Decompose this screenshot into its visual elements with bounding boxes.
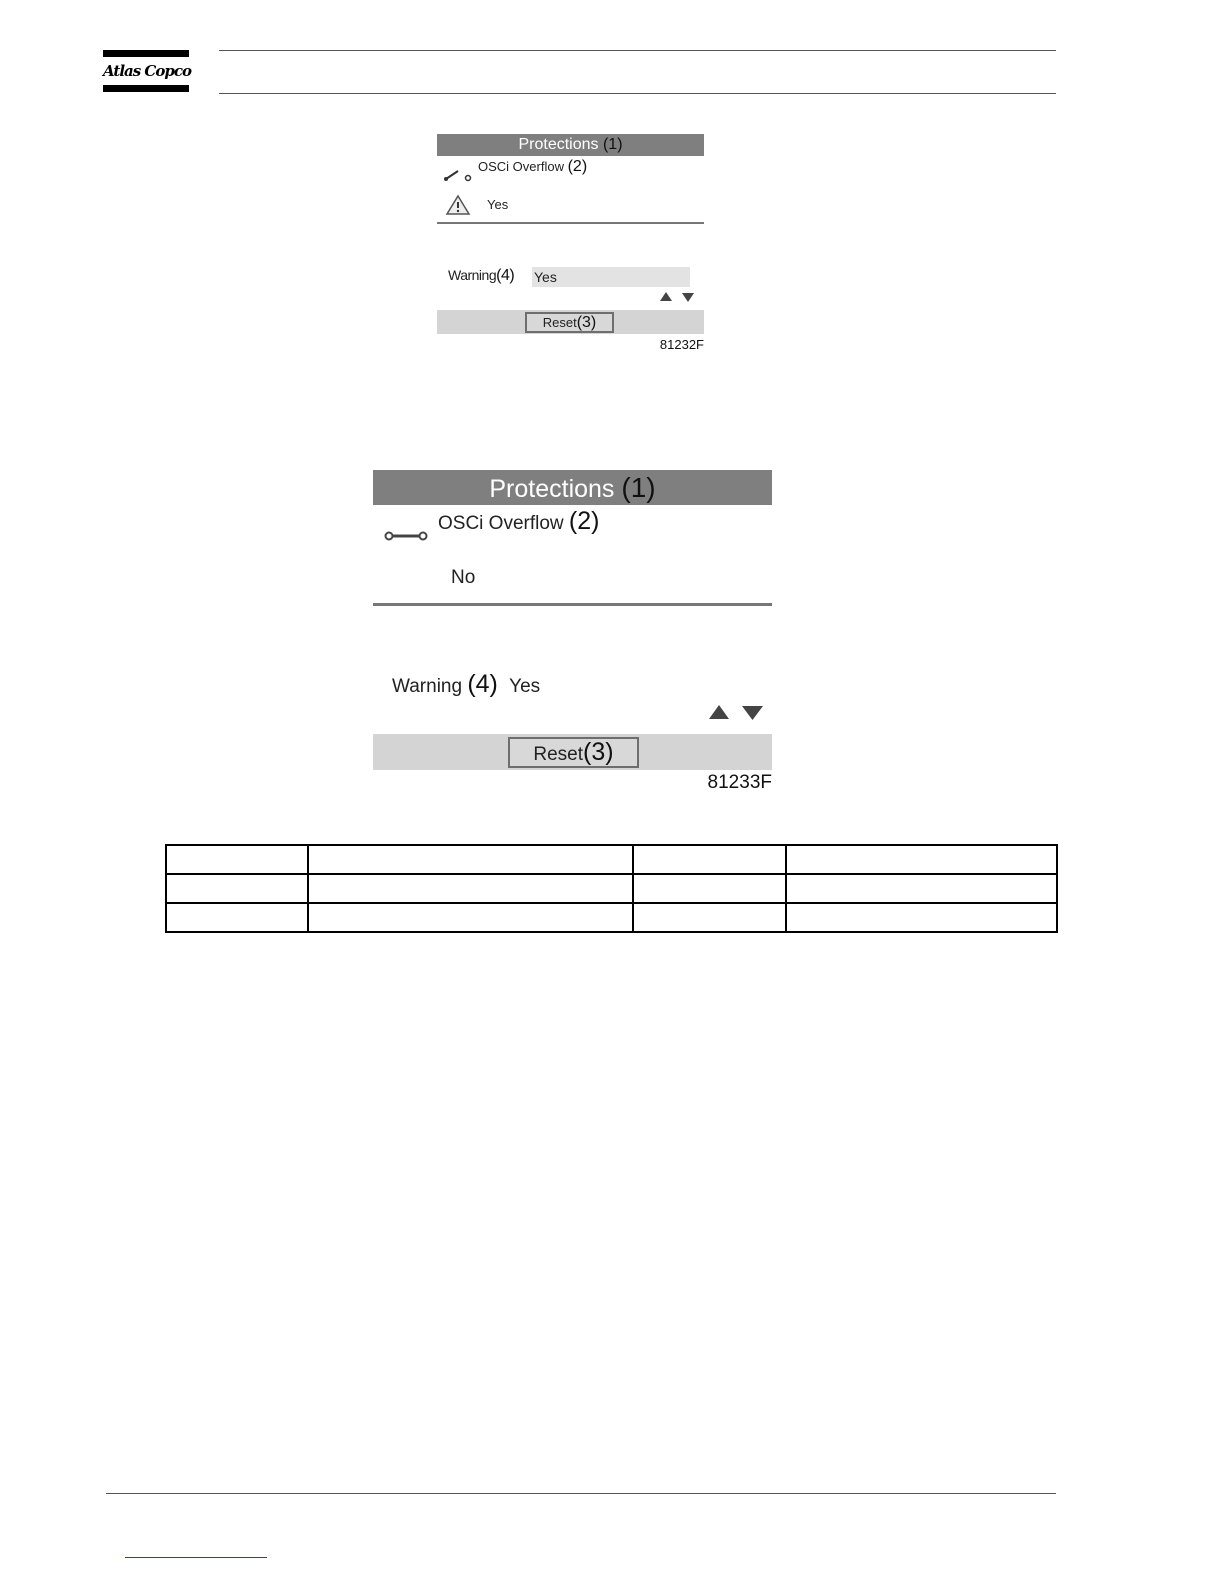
scroll-arrows	[659, 291, 695, 303]
table-cell	[166, 845, 308, 874]
warning-value[interactable]: Yes	[509, 676, 541, 697]
screen-title: Protections	[518, 136, 599, 153]
table-row	[166, 845, 1057, 874]
button-bar	[437, 310, 704, 334]
table-cell	[633, 903, 786, 932]
arrow-down-icon	[682, 293, 694, 302]
header-rule-bottom	[219, 93, 1056, 94]
item-callout: (2)	[567, 158, 588, 175]
item-callout: (2)	[568, 507, 600, 535]
atlas-copco-logo	[103, 50, 189, 92]
warning-label: Warning	[448, 267, 497, 283]
footer-rule	[106, 1493, 1056, 1494]
status-value: No	[451, 567, 476, 588]
title-callout: (1)	[602, 136, 623, 153]
warning-row	[392, 670, 540, 699]
status-value: Yes	[487, 197, 509, 212]
arrow-down-icon	[742, 706, 763, 720]
arrow-up-icon	[709, 705, 729, 719]
warning-callout: (4)	[496, 267, 515, 284]
warning-triangle-icon	[445, 194, 471, 216]
footer-link-underline[interactable]	[125, 1557, 267, 1558]
logo-bar-bottom	[103, 85, 189, 92]
table-cell	[166, 903, 308, 932]
table-cell	[633, 874, 786, 903]
protections-screen-small	[437, 134, 704, 352]
warning-select[interactable]	[532, 267, 690, 287]
reset-button[interactable]	[525, 312, 614, 333]
item-label: OSCi Overflow	[478, 159, 564, 174]
logo-bar-top	[103, 50, 189, 57]
button-bar	[373, 734, 772, 770]
warning-row	[448, 267, 514, 285]
item-name-row	[478, 158, 587, 176]
title-callout: (1)	[621, 472, 656, 503]
figure-code: 81233F	[707, 772, 772, 793]
warning-callout: (4)	[467, 670, 498, 698]
table-cell	[308, 874, 633, 903]
figure-code: 81232F	[659, 337, 704, 352]
warning-value: Yes	[534, 269, 557, 285]
divider	[373, 603, 772, 606]
table-cell	[633, 845, 786, 874]
table-row	[166, 874, 1057, 903]
item-label: OSCi Overflow	[438, 513, 564, 534]
arrow-up-icon	[660, 292, 672, 301]
item-name-row	[438, 507, 599, 536]
table-cell	[308, 903, 633, 932]
sensor-open-icon	[443, 165, 473, 183]
table-cell	[166, 874, 308, 903]
warning-label: Warning	[392, 676, 463, 697]
table-cell	[786, 903, 1057, 932]
screen-title: Protections	[489, 475, 615, 503]
scroll-arrows	[707, 704, 765, 720]
screen-title-bar	[373, 470, 772, 505]
reset-callout: (3)	[576, 314, 597, 331]
reset-button[interactable]	[508, 737, 639, 768]
reset-label: Reset	[542, 315, 577, 330]
reset-label: Reset	[533, 744, 584, 765]
protections-screen-large	[373, 470, 772, 796]
logo-text: Atlas Copco	[103, 62, 191, 80]
header-rule-top	[219, 50, 1056, 51]
sensor-closed-icon	[383, 529, 429, 543]
table-cell	[786, 845, 1057, 874]
table-cell	[308, 845, 633, 874]
settings-table	[165, 844, 1058, 933]
screen-title-bar	[437, 134, 704, 156]
table-row	[166, 903, 1057, 932]
reset-callout: (3)	[583, 738, 614, 766]
table-cell	[786, 874, 1057, 903]
divider	[437, 222, 704, 224]
